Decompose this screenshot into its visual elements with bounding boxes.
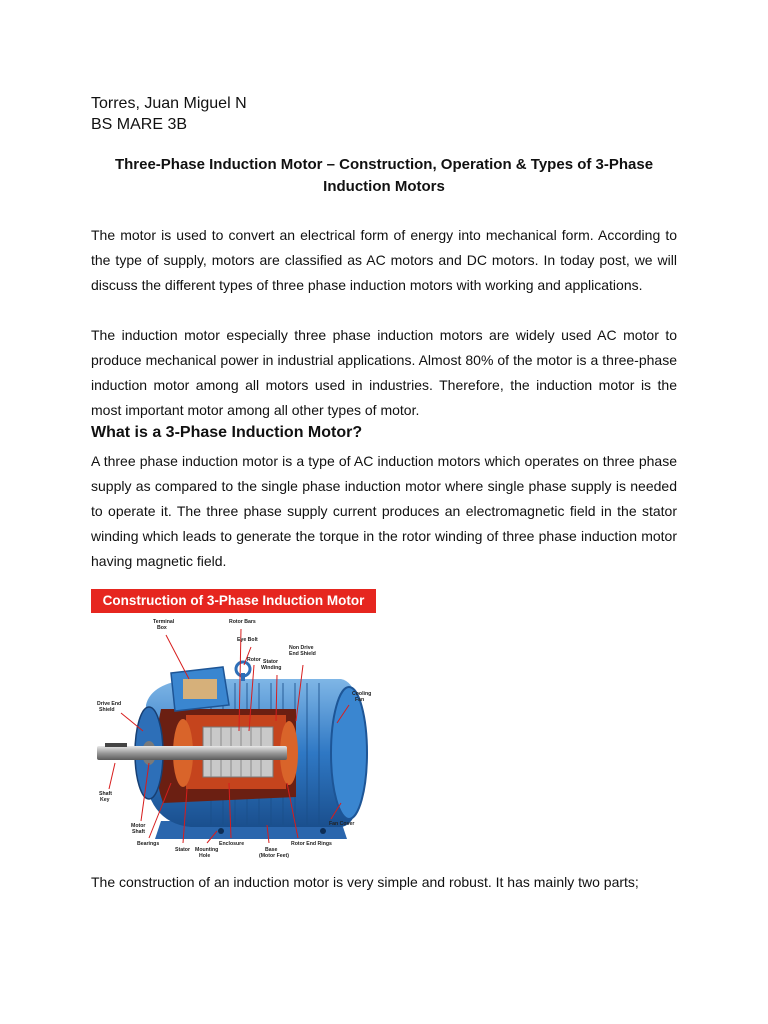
label-shaft-key: Shaft Key xyxy=(99,791,112,803)
label-cooling-fan: Cooling Fan xyxy=(352,691,372,703)
mounting-hole-shape xyxy=(218,828,224,834)
label-fan-cover: Fan Cover xyxy=(329,821,355,827)
label-eye-bolt: Eye Bolt xyxy=(237,637,258,643)
fan-cover-shape xyxy=(331,687,367,819)
motor-shaft-shape xyxy=(97,746,287,760)
label-terminal-box: Terminal Box xyxy=(153,619,175,631)
section-heading: What is a 3-Phase Induction Motor? xyxy=(91,424,363,441)
label-non-drive-end-shield: Non Drive End Shield xyxy=(289,645,316,657)
motor-construction-figure xyxy=(91,589,376,864)
paragraph-intro-2: The induction motor especially three phase induction motors are widely used AC motor to produce mechanical power in industrial applications. Almost 80% of the motor is a three-phase induction motor among all motors used in industries. Therefore, the induction motor is the most important motor among all other types of motor. xyxy=(91,327,677,418)
paragraph-intro-1: The motor is used to convert an electrical form of energy into mechanical form. According to the type of supply, motors are classified as AC motors and DC motors. In today post, we will discuss the different types of three phase induction motors with working and applications. xyxy=(91,227,677,293)
label-mounting-hole: Mounting Hole xyxy=(195,847,219,859)
label-motor-shaft: Motor Shaft xyxy=(131,823,146,835)
document-title: Three-Phase Induction Motor – Construction, Operation & Types of 3-Phase Induction Motors xyxy=(114,156,654,195)
label-stator-winding: Stator Winding xyxy=(261,659,282,671)
label-rotor-end-rings: Rotor End Rings xyxy=(291,841,332,847)
paragraph-construction: The construction of an induction motor is very simple and robust. It has mainly two parts; xyxy=(91,874,639,890)
author-block xyxy=(91,93,247,135)
paragraph-definition: A three phase induction motor is a type of AC induction motors which operates on three phase supply as compared to the single phase induction motor where single phase supply is needed to operate it. The three phase supply current produces an electromagnetic field in the stator winding which leads to generate the torque in the rotor winding of three phase induction motor having magnetic field. xyxy=(91,453,677,569)
course-label: BS MARE 3B xyxy=(91,116,188,133)
label-rotor-bars: Rotor Bars xyxy=(229,619,256,625)
motor-diagram xyxy=(91,613,376,864)
label-enclosure: Enclosure xyxy=(219,841,245,847)
label-drive-end-shield: Drive End Shield xyxy=(97,701,122,713)
figure-banner: Construction of 3-Phase Induction Motor xyxy=(91,589,376,613)
author-name: Torres, Juan Miguel N xyxy=(91,95,247,112)
label-bearings: Bearings xyxy=(137,841,160,847)
label-base: Base (Motor Feet) xyxy=(259,847,289,859)
shaft-key-shape xyxy=(105,743,127,747)
label-rotor: Rotor xyxy=(247,657,261,663)
label-stator: Stator xyxy=(175,847,190,853)
